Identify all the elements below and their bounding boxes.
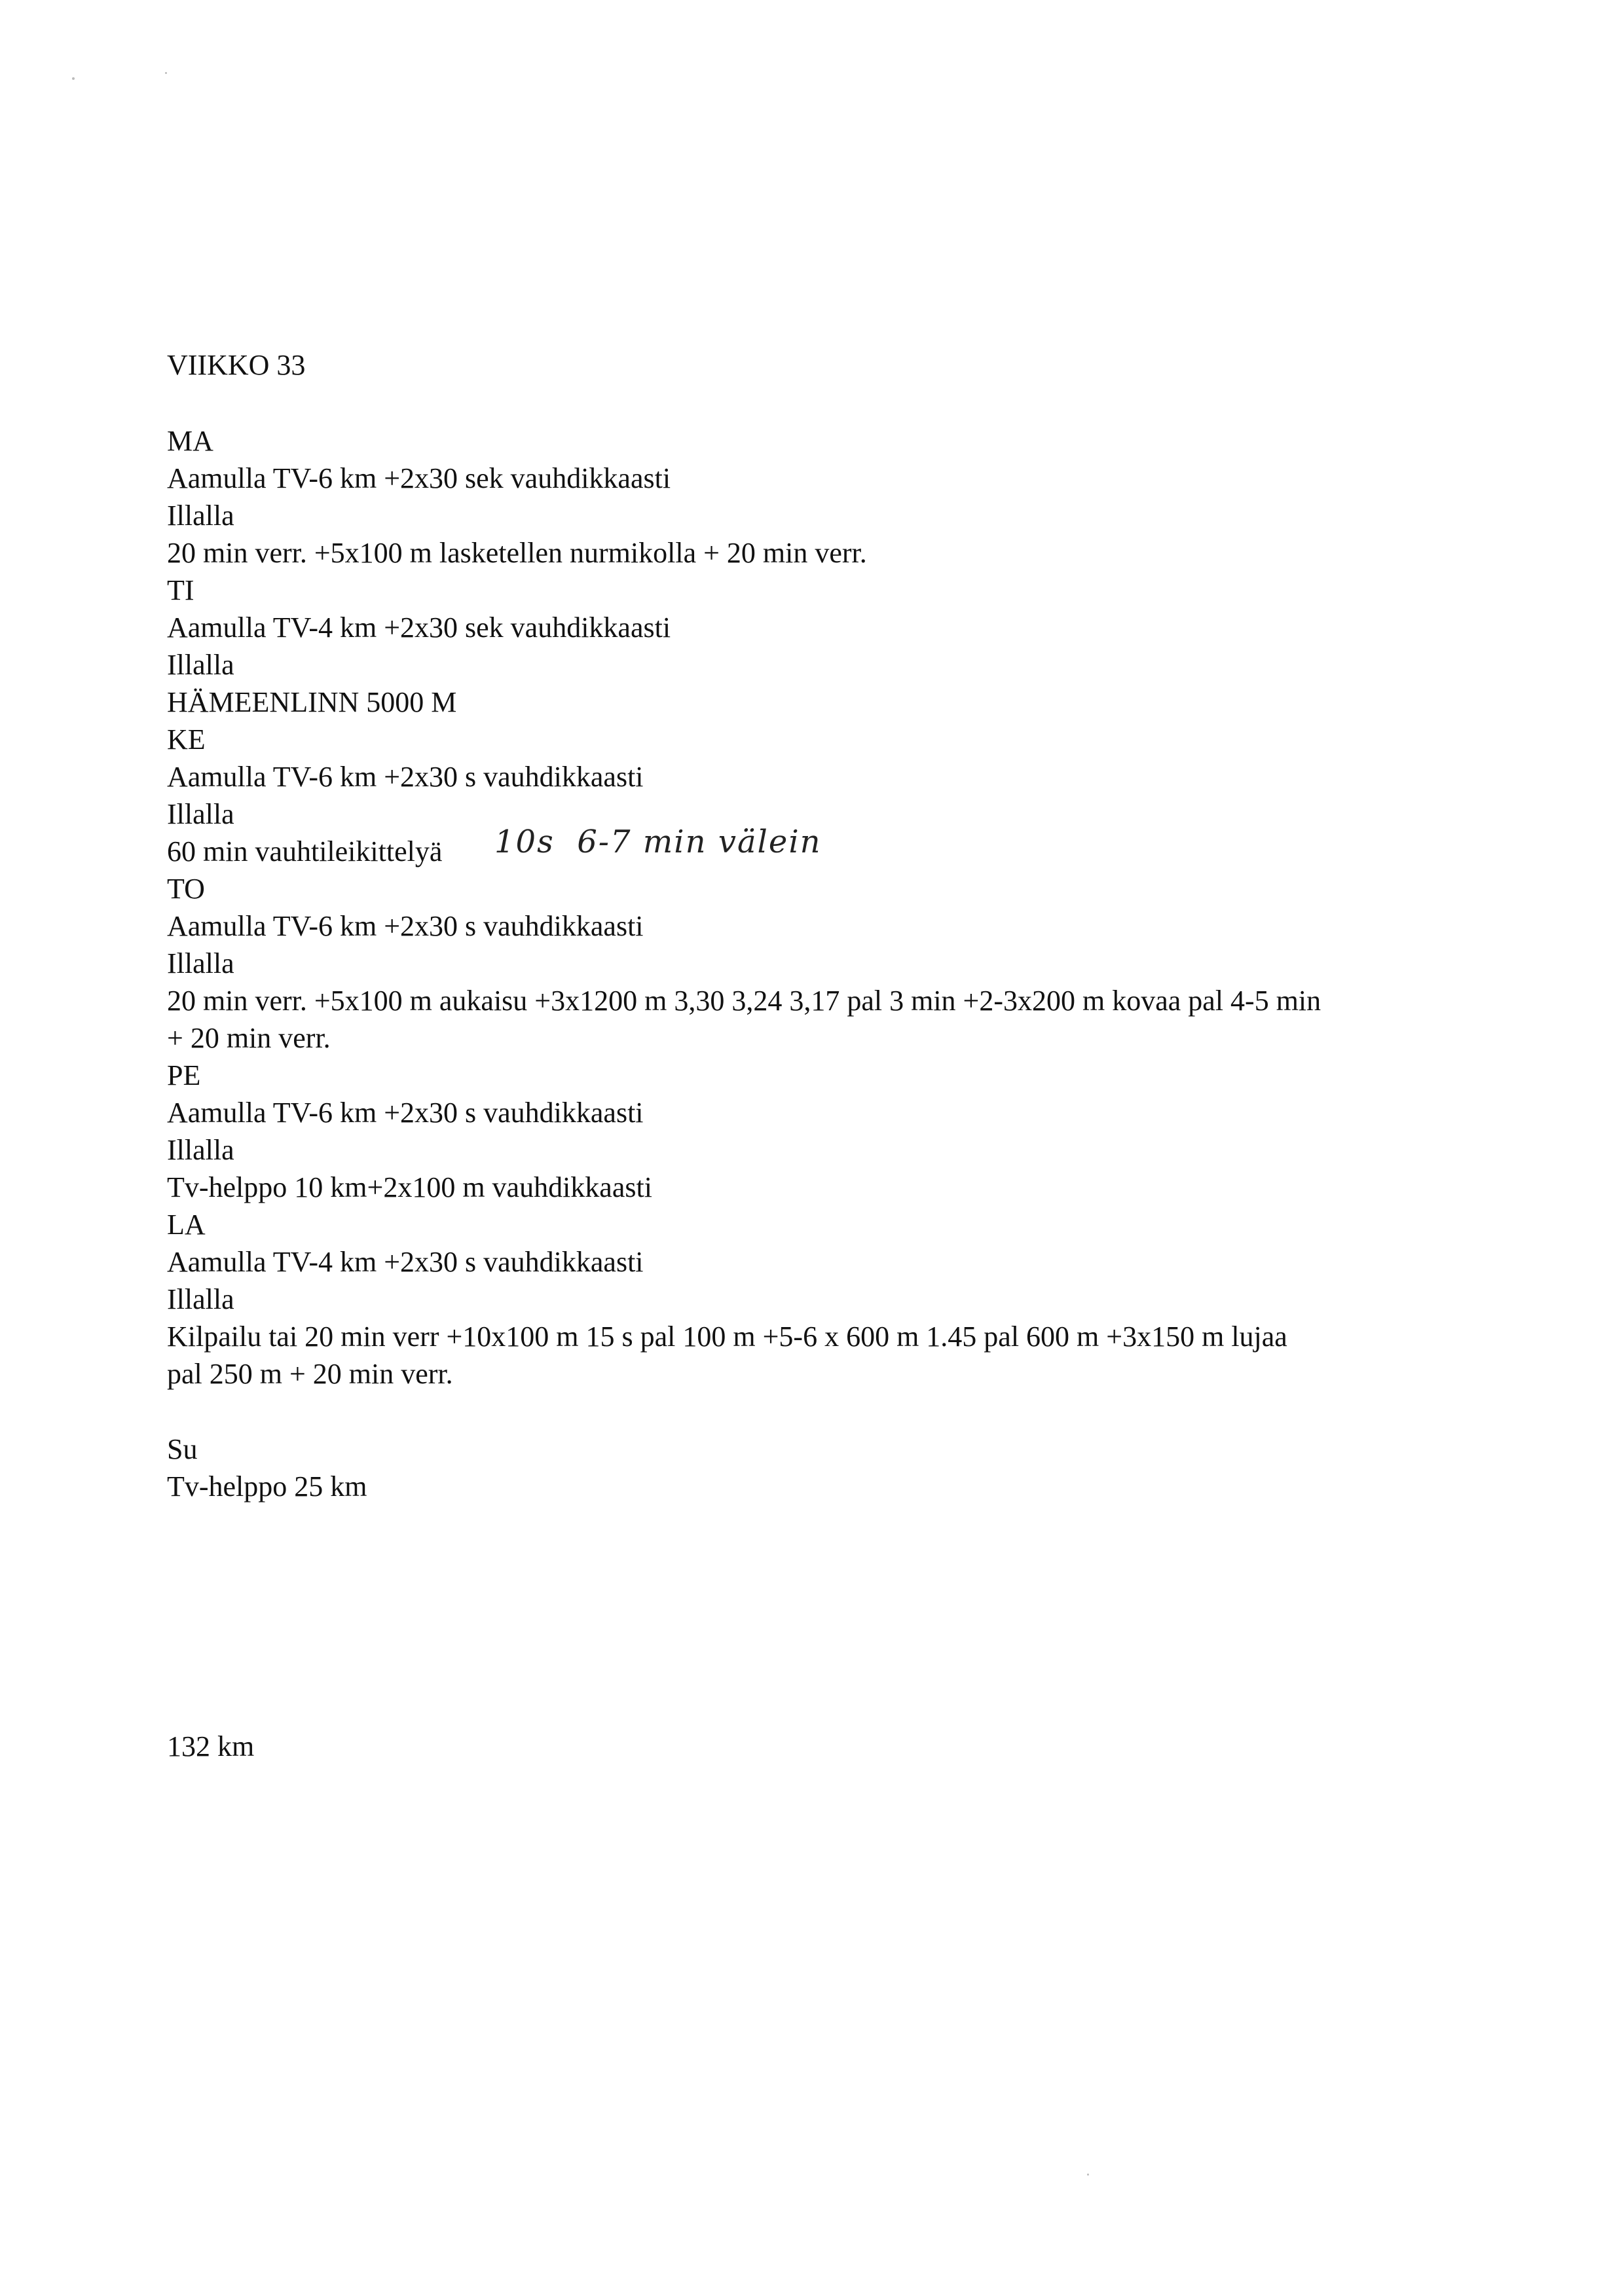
- ma-evening-label: Illalla: [167, 500, 234, 532]
- ti-evening: HÄMEENLINN 5000 M: [167, 686, 457, 718]
- ti-evening-label: Illalla: [167, 649, 234, 681]
- su-activity: Tv-helppo 25 km: [167, 1470, 367, 1503]
- la-evening-line2: pal 250 m + 20 min verr.: [167, 1358, 453, 1390]
- pe-morning: Aamulla TV-6 km +2x30 s vauhdikkaasti: [167, 1097, 644, 1129]
- la-morning: Aamulla TV-4 km +2x30 s vauhdikkaasti: [167, 1246, 644, 1278]
- to-evening-line2: + 20 min verr.: [167, 1022, 331, 1054]
- scan-speck: [72, 77, 75, 80]
- ma-evening: 20 min verr. +5x100 m lasketellen nurmikolla + 20 min verr.: [167, 537, 867, 569]
- ma-morning: Aamulla TV-6 km +2x30 sek vauhdikkaasti: [167, 462, 671, 494]
- handwritten-note: 10s 6-7 min välein: [494, 824, 822, 860]
- day-label-ma: MA: [167, 425, 213, 457]
- total-distance: 132 km: [167, 1730, 255, 1762]
- day-label-su: Su: [167, 1433, 198, 1465]
- day-label-ke: KE: [167, 723, 206, 756]
- la-evening-label: Illalla: [167, 1283, 234, 1315]
- day-label-to: TO: [167, 873, 205, 905]
- ke-evening-label: Illalla: [167, 798, 234, 830]
- week-title: VIIKKO 33: [167, 349, 306, 381]
- to-evening-label: Illalla: [167, 947, 234, 979]
- pe-evening: Tv-helppo 10 km+2x100 m vauhdikkaasti: [167, 1171, 652, 1203]
- to-evening-line1: 20 min verr. +5x100 m aukaisu +3x1200 m 3,30 3,24 3,17 pal 3 min +2-3x200 m kovaa pal 4-5 min: [167, 985, 1321, 1017]
- ti-morning: Aamulla TV-4 km +2x30 sek vauhdikkaasti: [167, 611, 671, 644]
- pe-evening-label: Illalla: [167, 1134, 234, 1166]
- scan-speck: [165, 72, 167, 74]
- scan-speck: [1087, 2174, 1089, 2176]
- la-evening-line1: Kilpailu tai 20 min verr +10x100 m 15 s pal 100 m +5-6 x 600 m 1.45 pal 600 m +3x150 m lujaa: [167, 1321, 1287, 1353]
- day-label-la: LA: [167, 1209, 206, 1241]
- ke-morning: Aamulla TV-6 km +2x30 s vauhdikkaasti: [167, 761, 644, 793]
- day-label-pe: PE: [167, 1059, 201, 1091]
- to-morning: Aamulla TV-6 km +2x30 s vauhdikkaasti: [167, 910, 644, 942]
- ke-evening: 60 min vauhtileikittelyä: [167, 835, 443, 867]
- day-label-ti: TI: [167, 574, 194, 606]
